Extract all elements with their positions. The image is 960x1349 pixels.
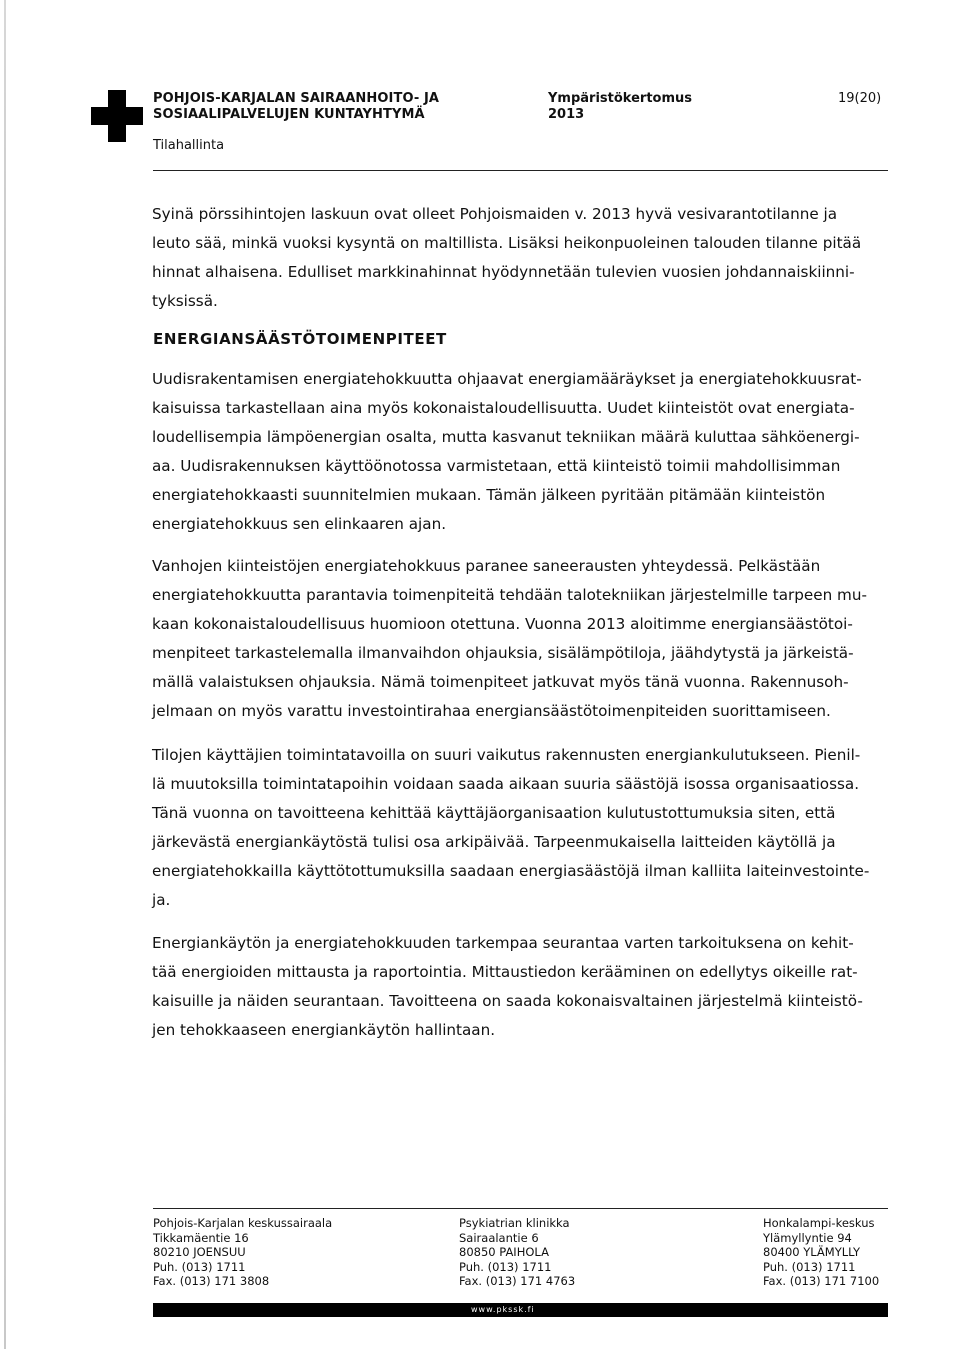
footer-line: Psykiatrian klinikka (459, 1216, 570, 1230)
footer-line: Puh. (013) 1711 (153, 1259, 246, 1274)
footer-address-honkalampi (763, 1216, 879, 1289)
footer-line: 80210 JOENSUU (153, 1245, 246, 1259)
text-line: tyksissä. (152, 292, 218, 310)
text-line: Uudisrakentamisen energiatehokkuutta ohjaavat energiamääräykset ja energiatehokkuusrat- (152, 370, 862, 388)
paragraph-user-habits (152, 741, 892, 915)
footer-line: Fax. (013) 171 7100 (763, 1274, 880, 1288)
footer-line: Ylämyllyntie 94 (763, 1230, 852, 1245)
text-line: jen tehokkaaseen energiankäytön hallintaan. (152, 1021, 496, 1039)
text-line: energiatehokkuutta parantavia toimenpiteitä tehdään talotekniikan järjestelmille tarpeen mu- (152, 586, 867, 604)
footer-line: Honkalampi-keskus (763, 1216, 875, 1230)
paragraph-old-buildings (152, 552, 892, 726)
text-line: loudellisempia lämpöenergian osalta, mutta kasvanut tekniikan määrä kuluttaa sähköenergi- (152, 428, 860, 446)
paragraph-new-construction (152, 365, 892, 539)
footer-line: Tikkamäentie 16 (153, 1230, 249, 1245)
text-line: järkevästä energiankäytöstä tulisi osa arkipäivää. Tarpeenmukaisella laitteiden käytöllä ja (152, 833, 836, 851)
footer-line: 80850 PAIHOLA (459, 1245, 549, 1259)
text-line: mällä valaistuksen ohjauksia. Nämä toimenpiteet jatkuvat myös tänä vuonna. Rakennusoh- (152, 673, 849, 691)
footer-line: Fax. (013) 171 3808 (153, 1274, 270, 1288)
text-line: tää energioiden mittausta ja raportointia. Mittaustiedon kerääminen on edellytys oikeille rat- (152, 963, 858, 981)
text-line: menpiteet tarkastelemalla ilmanvaihdon ohjauksia, sisälämpötiloja, jäähdytystä ja järkeistä- (152, 644, 854, 662)
footer-divider (153, 1208, 888, 1209)
footer-line: Pohjois-Karjalan keskussairaala (153, 1216, 333, 1230)
text-line: ja. (152, 891, 171, 909)
text-line: Tänä vuonna on tavoitteena kehittää käyttäjäorganisaation kulutustottumuksia siten, että (152, 804, 836, 822)
footer-address-psychiatric-clinic (459, 1216, 575, 1289)
footer-line: Puh. (013) 1711 (459, 1259, 552, 1274)
organization-name-line1: POHJOIS-KARJALAN SAIRAANHOITO- JA (153, 91, 440, 106)
text-line: energiatehokkaasti suunnitelmien mukaan. Tämän jälkeen pyritään pitämään kiinteistön (152, 486, 826, 504)
text-line: kaisuissa tarkastellaan aina myös kokonaistaloudellisuutta. Uudet kiinteistöt ovat energiata- (152, 399, 855, 417)
section-heading: ENERGIANSÄÄSTÖTOIMENPITEET (153, 330, 447, 348)
footer-web-link[interactable]: www.pkssk.fi (471, 1305, 535, 1314)
text-line: Energiankäytön ja energiatehokkuuden tarkempaa seurantaa varten tarkoituksena on kehit- (152, 934, 854, 952)
text-line: jelmaan on myös varattu investointirahaa energiansäästötoimenpiteiden suorittamiseen. (152, 702, 831, 720)
text-line: lä muutoksilla toimintatapoihin voidaan saada aikaan suuria säästöjä isossa organisaatiossa. (152, 775, 860, 793)
scan-edge (4, 0, 6, 1349)
text-line: energiatehokkailla käyttötottumuksilla saadaan energiasäästöjä ilman kalliita laiteinvestointe- (152, 862, 870, 880)
text-line: aa. Uudisrakennuksen käyttöönotossa varmistetaan, että kiinteistö toimii mahdollisimman (152, 457, 841, 475)
footer-line: Sairaalantie 6 (459, 1230, 539, 1245)
unit-name: Tilahallinta (153, 138, 225, 153)
cross-logo-icon (91, 90, 143, 142)
text-line: energiatehokkuus sen elinkaaren ajan. (152, 515, 447, 533)
text-line: leuto sää, minkä vuoksi kysyntä on maltillista. Lisäksi heikonpuoleinen talouden tilanne pitää (152, 234, 862, 252)
intro-paragraph (152, 200, 892, 316)
text-line: kaan kokonaistaloudellisuus huomioon otettuna. Vuonna 2013 aloitimme energiansäästötoi- (152, 615, 853, 633)
text-line: hinnat alhaisena. Edulliset markkinahinnat hyödynnetään tulevien vuosien johdannaiskiinni- (152, 263, 855, 281)
document-year: 2013 (548, 107, 585, 122)
footer-line: 80400 YLÄMYLLY (763, 1245, 861, 1259)
text-line: Vanhojen kiinteistöjen energiatehokkuus paranee saneerausten yhteydessä. Pelkästään (152, 557, 821, 575)
text-line: Syinä pörssihintojen laskuun ovat olleet Pohjoismaiden v. 2013 hyvä vesivarantotilanne ja (152, 205, 838, 223)
header-divider (153, 170, 888, 171)
footer-line: Puh. (013) 1711 (763, 1259, 856, 1274)
document-title-text: Ympäristökertomus (548, 91, 692, 106)
footer-line: Fax. (013) 171 4763 (459, 1274, 576, 1288)
organization-name (153, 91, 439, 123)
paragraph-monitoring (152, 929, 892, 1045)
text-line: kaisuille ja näiden seurantaan. Tavoitteena on saada kokonaisvaltainen järjestelmä kiinteistö- (152, 992, 863, 1010)
footer-address-central-hospital (153, 1216, 332, 1289)
text-line: Tilojen käyttäjien toimintatavoilla on suuri vaikutus rakennusten energiankulutukseen. Pienil- (152, 746, 861, 764)
organization-name-line2: SOSIAALIPALVELUJEN KUNTAYHTYMÄ (153, 107, 425, 122)
page-number: 19(20) (838, 91, 882, 106)
document-title (548, 91, 692, 123)
footer-web-bar (153, 1303, 888, 1317)
